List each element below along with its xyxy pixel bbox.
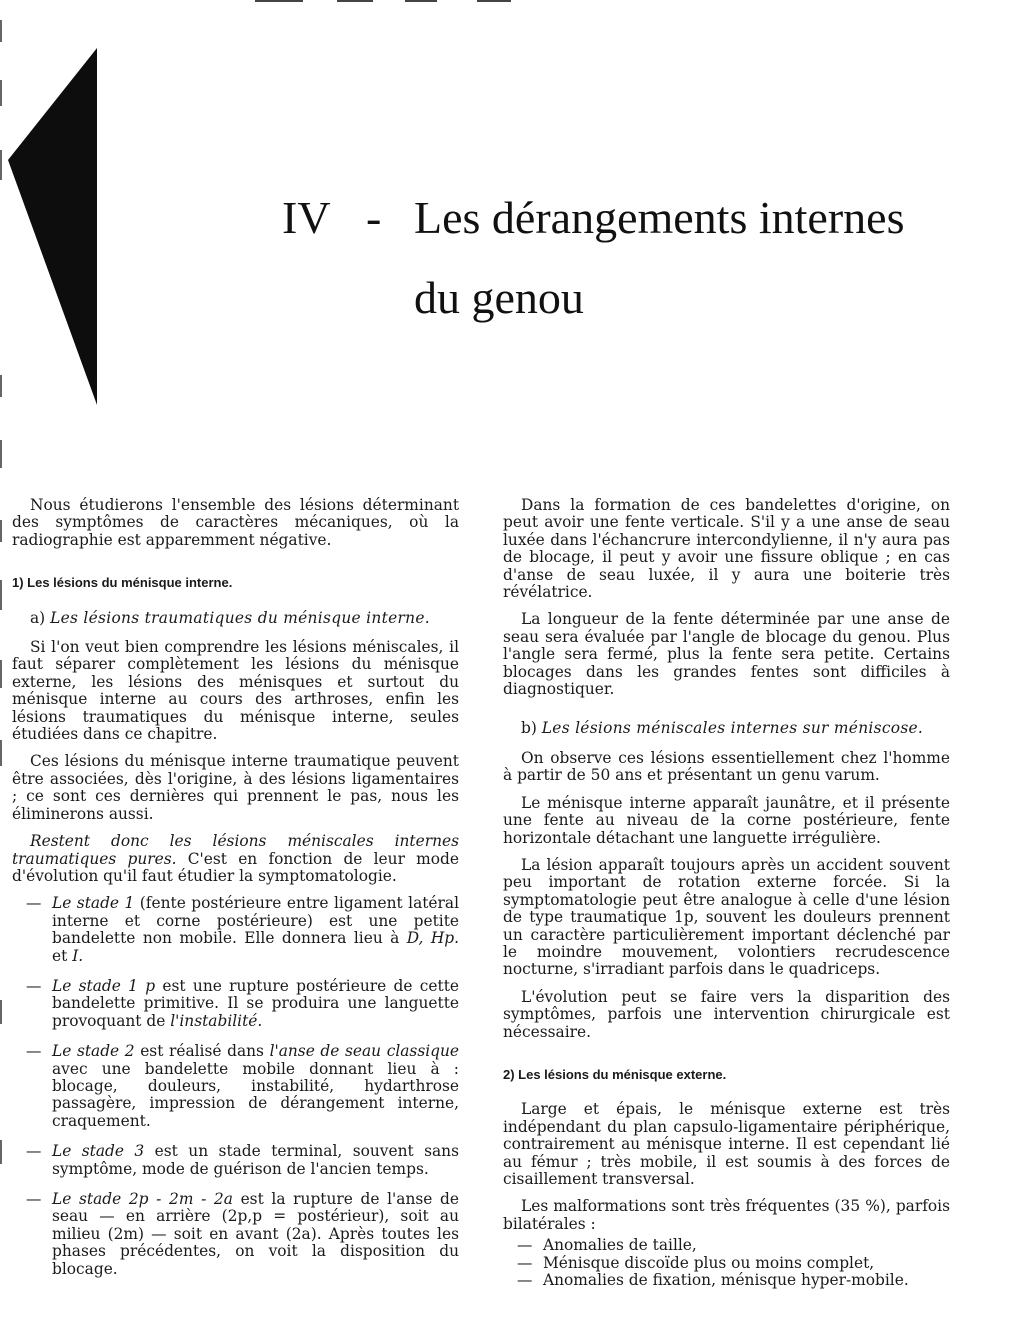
- stage-text: est un stade terminal, souvent sans symptôme, mode de guérison de l'ancien temps.: [52, 1142, 459, 1178]
- subsection-a-title: Les lésions traumatiques du ménisque interne.: [50, 608, 430, 627]
- stage-item: [12, 1143, 459, 1178]
- stage-label: Le stade 2: [52, 1042, 135, 1061]
- stage-item: [12, 1043, 459, 1130]
- stage-text: est une rupture postérieure de cette bandelette primitive. Il se produira une languette provoquant de: [52, 976, 459, 1030]
- malformation-list: [503, 1237, 950, 1289]
- left-column: [12, 497, 459, 1291]
- paragraph: L'évolution peut se faire vers la disparition des symptômes, parfois une intervention chirurgicale est nécessaire.: [503, 987, 950, 1041]
- stage-text: (fente postérieure entre ligament latéral interne et corne postérieure) est une petite bandelette non mobile. Elle donnera lieu à: [52, 894, 459, 948]
- stage-italic: l'anse de seau classique: [269, 1042, 460, 1061]
- paragraph: Le ménisque interne apparaît jaunâtre, et il présente une fente au niveau de la corne postérieure, fente horizontale détachant une languette irrégulière.: [503, 793, 950, 847]
- subsection-a-letter: a): [30, 608, 46, 627]
- paragraph-text: C'est en fonction de leur mode d'évolution qu'il faut étudier la symptomatologie.: [12, 849, 459, 885]
- subsection-a-heading: [12, 610, 459, 627]
- subsection-b-title: Les lésions méniscales internes sur méniscose.: [541, 719, 924, 738]
- title-line-2: du genou: [414, 272, 584, 323]
- right-column: [503, 497, 950, 1289]
- stage-text: est réalisé dans: [134, 1042, 270, 1061]
- paragraph: Ces lésions du ménisque interne traumatique peuvent être associées, dès l'origine, à des lésions ligamentaires ; ce sont ces dernières qui prennent le pas, nous les éliminerons aussi.: [12, 752, 459, 823]
- stage-text: avec une bandelette mobile donnant lieu à : blocage, douleurs, instabilité, hydarthrose passagère, impression de dérangement interne, craquement.: [52, 1059, 459, 1130]
- paragraph: Les malformations sont très fréquentes (35 %), parfois bilatérales :: [503, 1197, 950, 1233]
- chapter-triangle-mark: [0, 0, 100, 420]
- paragraph: [12, 833, 459, 885]
- stage-label: Le stade 1 p: [52, 976, 156, 995]
- intro-paragraph: Nous étudierons l'ensemble des lésions déterminant des symptômes de caractères mécaniques, où la radiographie est apparemment négative.: [12, 496, 459, 549]
- section-heading-2: 2) Les lésions du ménisque externe.: [503, 1066, 727, 1082]
- paragraph: Si l'on veut bien comprendre les lésions méniscales, il faut séparer complètement les lésions du ménisque externe, les lésions des ménisques et surtout du ménisque interne au cours des arthroses, enfin les lésions traumatiques du ménisque interne, seules étudiées dans ce chapitre.: [12, 638, 459, 744]
- stage-label: Le stade 3: [52, 1142, 145, 1161]
- stage-label: Le stade 1: [52, 894, 135, 913]
- paragraph: On observe ces lésions essentiellement chez l'homme à partir de 50 ans et présentant un genu varum.: [503, 748, 950, 785]
- title-line-1: Les dérangements internes: [414, 192, 905, 243]
- subsection-b-letter: b): [521, 719, 537, 738]
- stage-code: I.: [72, 946, 84, 965]
- paragraph: Dans la formation de ces bandelettes d'origine, on peut avoir une fente verticale. S'il y a une anse de seau luxée dans l'échancrure intercondylienne, il n'y aura pas de blocage, il peut y avoir une fissure oblique ; en cas d'anse de seau luxée, il y aura une boiterie très révélatrice.: [503, 496, 950, 602]
- stage-label: Le stade 2p - 2m - 2a: [52, 1190, 233, 1208]
- list-item: — Ménisque discoïde plus ou moins complet,: [503, 1255, 950, 1272]
- paragraph: La lésion apparaît toujours après un accident souvent peu important de rotation externe forcée. Si la symptomatologie peut être analogue à celle d'une lésion de type traumatique 1p, souvent les douleurs prennent un caractère particulièrement important déclenché par le moindre mouvement, volontiers recrudescence nocturne, s'irradiant parfois dans le quadriceps.: [503, 855, 950, 979]
- paragraph: Large et épais, le ménisque externe est très indépendant du plan capsulo-ligamentaire périphérique, contrairement au ménisque interne. Il est cependant lié au fémur ; très mobile, il est soumis à des forces de cisaillement transversal.: [503, 1100, 950, 1188]
- title-separator: -: [366, 192, 382, 243]
- top-edge-marks: [255, 0, 515, 3]
- list-item: — Anomalies de taille,: [503, 1237, 950, 1254]
- stage-text: et: [52, 946, 73, 965]
- stage-item: [12, 895, 459, 965]
- paragraph: La longueur de la fente déterminée par une anse de seau sera évaluée par l'angle de blocage du genou. Plus l'angle sera fermé, plus la fente sera petite. Certains blocages dans les grandes fentes sont difficiles à diagnostiquer.: [503, 610, 950, 699]
- italic-text: Restent donc les lésions méniscales internes traumatiques pures.: [12, 832, 459, 868]
- stage-codes: D, Hp.: [406, 929, 459, 948]
- stage-text: est la rupture de l'anse de seau — en arrière (2p,p = postérieur), soit au milieu (2m) — soit en avant (2a). Après toutes les phases précédentes, on voit la disposition du blocage.: [52, 1190, 459, 1278]
- stage-item: [12, 1191, 459, 1278]
- section-heading-1: 1) Les lésions du ménisque interne.: [12, 575, 233, 591]
- stage-italic: l'instabilité.: [170, 1011, 263, 1030]
- subsection-b-heading: [503, 720, 950, 737]
- list-item: — Anomalies de fixation, ménisque hyper-mobile.: [503, 1272, 950, 1289]
- chapter-number: IV: [282, 192, 331, 243]
- stage-item: [12, 978, 459, 1030]
